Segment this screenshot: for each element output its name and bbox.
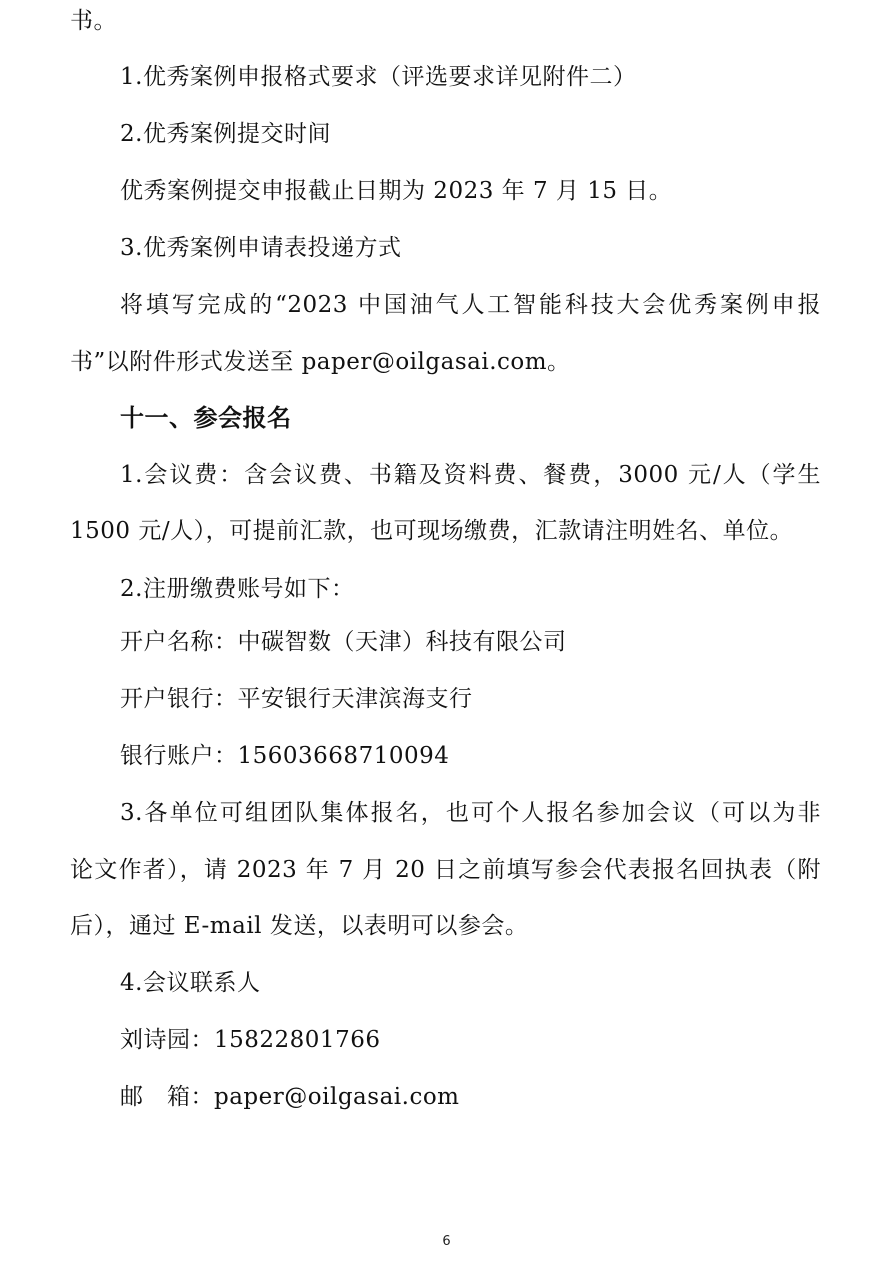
text-line: 2.注册缴费账号如下： bbox=[120, 576, 355, 602]
text-line: 书”以附件形式发送至 paper@oilgasai.com。 bbox=[70, 349, 571, 375]
text-line: 3.各单位可组团队集体报名，也可个人报名参加会议（可以为非 bbox=[120, 800, 821, 826]
text-line: 2.优秀案例提交时间 bbox=[120, 121, 331, 147]
text-line: 论文作者），请 2023 年 7 月 20 日之前填写参会代表报名回执表（附 bbox=[70, 857, 821, 883]
text-line: 1500 元/人），可提前汇款，也可现场缴费，汇款请注明姓名、单位。 bbox=[70, 518, 794, 544]
text-line: 3.优秀案例申请表投递方式 bbox=[120, 235, 402, 261]
text-line: 将填写完成的“2023 中国油气人工智能科技大会优秀案例申报 bbox=[120, 292, 821, 318]
text-line: 银行账户：15603668710094 bbox=[120, 743, 450, 769]
text-line: 1.会议费：含会议费、书籍及资料费、餐费，3000 元/人（学生 bbox=[120, 462, 821, 488]
text-line: 1.优秀案例申报格式要求（评选要求详见附件二） bbox=[120, 64, 637, 90]
text-line: 开户银行：平安银行天津滨海支行 bbox=[120, 686, 473, 712]
page-number: 6 bbox=[442, 1234, 451, 1249]
text-line: 优秀案例提交申报截止日期为 2023 年 7 月 15 日。 bbox=[120, 178, 673, 204]
text-line: 后），通过 E-mail 发送，以表明可以参会。 bbox=[70, 913, 529, 939]
text-line: 开户名称：中碳智数（天津）科技有限公司 bbox=[120, 629, 567, 655]
text-line: 邮 箱：paper@oilgasai.com bbox=[120, 1084, 460, 1110]
text-line: 书。 bbox=[70, 8, 117, 34]
text-line: 刘诗园：15822801766 bbox=[120, 1027, 381, 1053]
section-heading: 十一、参会报名 bbox=[120, 404, 292, 432]
text-line: 4.会议联系人 bbox=[120, 970, 261, 996]
